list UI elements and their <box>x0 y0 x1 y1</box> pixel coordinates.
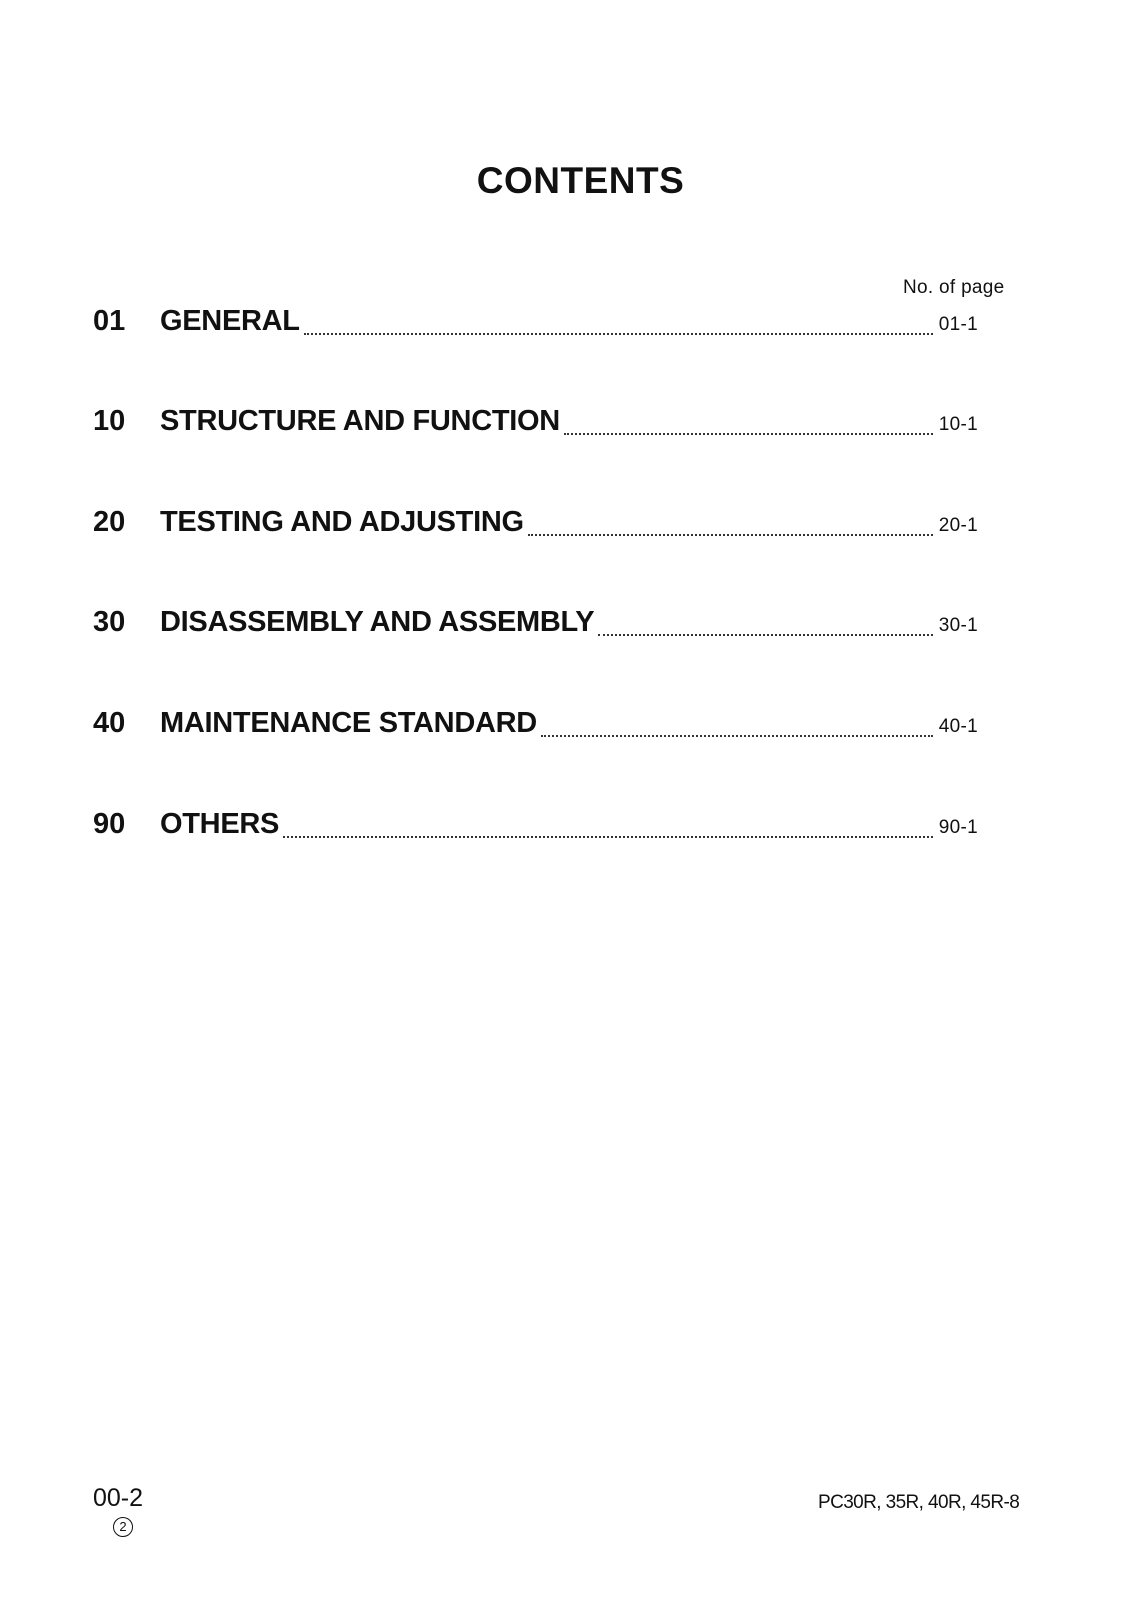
toc-section-title: GENERAL <box>160 305 300 337</box>
revision-mark-icon: 2 <box>113 1517 133 1537</box>
toc-section-title: OTHERS <box>160 808 280 840</box>
toc-entry-general[interactable] <box>93 305 978 345</box>
footer-page-number: 00-2 <box>93 1484 144 1512</box>
toc-page-ref: 10-1 <box>938 414 978 435</box>
page-number-column-header: No. of page <box>903 277 1005 298</box>
page-title: CONTENTS <box>476 160 685 201</box>
dot-leader <box>304 333 933 335</box>
toc-section-title: DISASSEMBLY AND ASSEMBLY <box>160 606 595 638</box>
dot-leader <box>598 634 932 636</box>
toc-section-number: 01 <box>93 305 126 337</box>
toc-section-title: MAINTENANCE STANDARD <box>160 707 537 739</box>
toc-section-number: 40 <box>93 707 126 739</box>
toc-entry-testing-and-adjusting[interactable] <box>93 506 978 546</box>
toc-entry-maintenance-standard[interactable] <box>93 707 978 747</box>
toc-page-ref: 01-1 <box>938 314 978 335</box>
toc-section-number: 30 <box>93 606 126 638</box>
dot-leader <box>541 735 933 737</box>
toc-section-title: STRUCTURE AND FUNCTION <box>160 405 560 437</box>
dot-leader <box>528 534 933 536</box>
toc-page-ref: 40-1 <box>938 716 978 737</box>
toc-entry-structure-and-function[interactable] <box>93 405 978 445</box>
toc-section-number: 10 <box>93 405 126 437</box>
toc-entry-disassembly-and-assembly[interactable] <box>93 606 978 646</box>
footer-model-designation: PC30R, 35R, 40R, 45R-8 <box>818 1492 1020 1513</box>
toc-section-number: 90 <box>93 808 126 840</box>
dot-leader <box>283 836 933 838</box>
dot-leader <box>564 433 933 435</box>
toc-page-ref: 20-1 <box>938 515 978 536</box>
toc-section-number: 20 <box>93 506 126 538</box>
toc-entry-others[interactable] <box>93 808 978 848</box>
toc-page-ref: 30-1 <box>938 615 978 636</box>
toc-page-ref: 90-1 <box>938 817 978 838</box>
toc-section-title: TESTING AND ADJUSTING <box>160 506 524 538</box>
